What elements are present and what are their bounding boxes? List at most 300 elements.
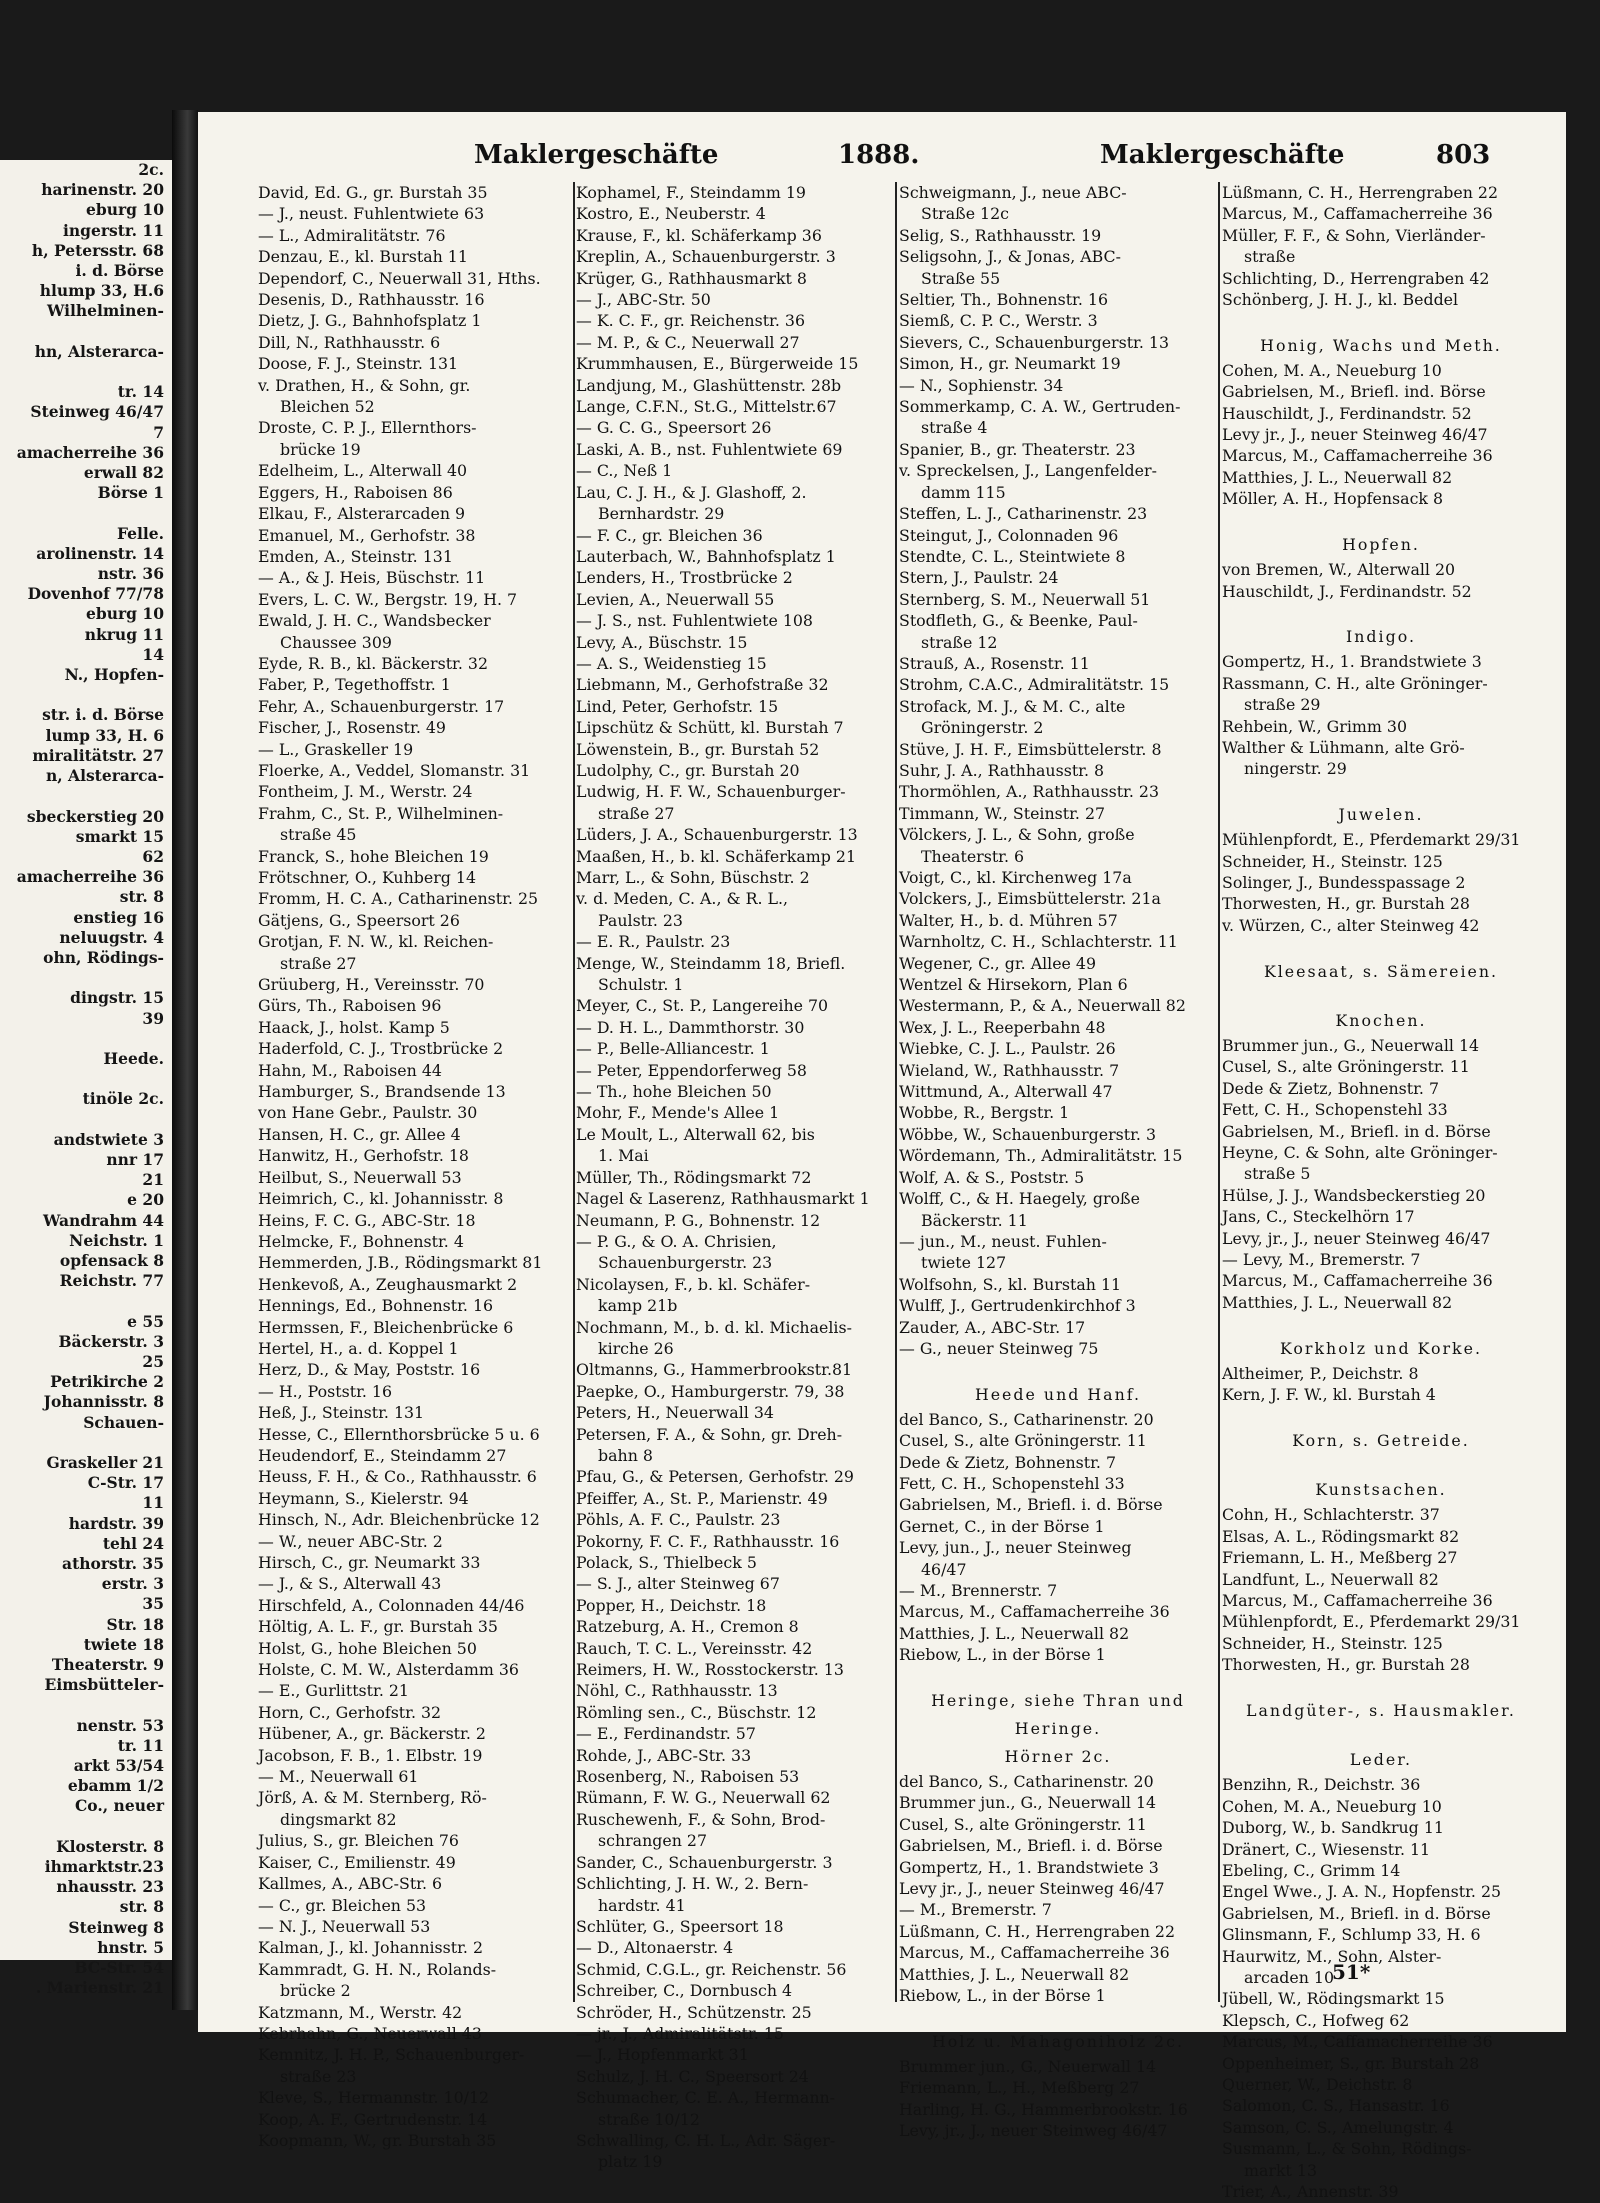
edge-text-fragment: erstr. 3 (101, 1574, 164, 1594)
directory-entry: Neumann, P. G., Bohnenstr. 12 (576, 1210, 821, 1230)
directory-entry: Reimers, H. W., Rosstockerstr. 13 (576, 1660, 844, 1680)
edge-text-fragment: Eimsbütteler- (44, 1675, 164, 1695)
directory-entry: — M., Brennerstr. 7 (899, 1581, 1058, 1600)
edge-text-fragment: Neichstr. 1 (69, 1230, 164, 1250)
directory-entry: Popper, H., Deichstr. 18 (576, 1595, 767, 1615)
directory-entry: Levy, A., Büschstr. 15 (576, 632, 748, 652)
directory-entry: Hemmerden, J.B., Rödingsmarkt 81 (258, 1253, 543, 1273)
directory-entry: Krause, F., kl. Schäferkamp 36 (576, 225, 822, 245)
directory-entry: Wegener, C., gr. Allee 49 (899, 953, 1097, 973)
directory-entry: Frahm, C., St. P., Wilhelminen- (258, 803, 504, 823)
directory-entry: Wobbe, R., Bergstr. 1 (899, 1103, 1070, 1123)
directory-entry: Grotjan, F. N. W., kl. Reichen- (258, 932, 494, 952)
directory-entry: Lüßmann, C. H., Herrengraben 22 (1222, 183, 1498, 202)
directory-entry: Mohr, F., Mende's Allee 1 (576, 1103, 780, 1123)
directory-entry: Hauschildt, J., Ferdinandstr. 52 (1222, 581, 1472, 601)
directory-entry: — J., & S., Alterwall 43 (258, 1574, 442, 1594)
page-header (198, 140, 1566, 180)
directory-entry: — L., Graskeller 19 (258, 739, 414, 759)
section-heading: Leder. (1349, 1750, 1413, 1770)
directory-entry: Müller, F. F., & Sohn, Vierländer- (1222, 225, 1486, 245)
directory-entry: Nagel & Laserenz, Rathhausmarkt 1 (576, 1189, 870, 1209)
directory-entry: Haack, J., holst. Kamp 5 (258, 1017, 450, 1037)
directory-entry: Pokorny, F. C. F., Rathhausstr. 16 (576, 1531, 840, 1551)
spacer (1222, 1313, 1540, 1334)
column-rule (895, 182, 897, 2002)
spacer (1222, 1676, 1540, 1697)
directory-entry: Eyde, R. B., kl. Bäckerstr. 32 (258, 653, 488, 673)
directory-entry: Pfau, G., & Petersen, Gerhofstr. 29 (576, 1467, 854, 1487)
edge-text-fragment: arolinenstr. 14 (36, 543, 164, 563)
directory-entry: Fett, C. H., Schopenstehl 33 (1222, 1100, 1448, 1120)
directory-entry: Matthies, J. L., Neuerwall 82 (899, 1623, 1130, 1643)
edge-text-fragment: e 55 (127, 1311, 164, 1331)
directory-entry: Heuss, F. H., & Co., Rathhausstr. 6 (258, 1467, 537, 1487)
directory-entry: Ruschewenh, F., & Sohn, Brod- (576, 1809, 826, 1829)
directory-entry: Schröder, H., Schützenstr. 25 (576, 2002, 812, 2022)
edge-text-fragment: eburg 10 (86, 604, 164, 624)
directory-entry: Sander, C., Schauenburgerstr. 3 (576, 1852, 833, 1872)
directory-entry: — E., Ferdinandstr. 57 (576, 1724, 756, 1744)
directory-entry: Grüuberg, H., Vereinsstr. 70 (258, 975, 485, 995)
spacer (1222, 1725, 1540, 1746)
directory-entry: Gernet, C., in der Börse 1 (899, 1516, 1105, 1536)
directory-entry: Elsas, A. L., Rödingsmarkt 82 (1222, 1526, 1460, 1546)
directory-entry: Dill, N., Rathhausstr. 6 (258, 332, 441, 352)
directory-columns (258, 182, 1548, 2202)
directory-entry: — M., Bremerstr. 7 (899, 1900, 1052, 1920)
directory-entry: Cohen, M. A., Neueburg 10 (1222, 360, 1442, 380)
directory-entry: Fontheim, J. M., Werstr. 24 (258, 782, 473, 802)
edge-text-fragment: miralitätstr. 27 (32, 745, 164, 765)
directory-entry: Brummer jun., G., Neuerwall 14 (899, 2056, 1157, 2076)
entry-continuation: Theaterstr. 6 (921, 846, 1025, 866)
edge-text-fragment: Reichstr. 77 (59, 1271, 164, 1291)
edge-text-fragment: hn, Alsterarca- (34, 341, 164, 361)
entry-continuation: straße (1244, 247, 1296, 267)
directory-entry: Le Moult, L., Alterwall 62, bis (576, 1124, 815, 1144)
directory-entry: Wittmund, A., Alterwall 47 (899, 1082, 1113, 1102)
entry-continuation: Straße 55 (921, 268, 1001, 288)
edge-text-fragment: hardstr. 39 (68, 1513, 164, 1533)
directory-entry: Marcus, M., Caffamacherreihe 36 (1222, 1271, 1493, 1291)
directory-entry: Kammradt, G. H. N., Rolands- (258, 1959, 497, 1979)
directory-entry: Haurwitz, M., Sohn, Alster- (1222, 1946, 1442, 1966)
directory-entry: Hansen, H. C., gr. Allee 4 (258, 1124, 461, 1144)
directory-entry: — K. C. F., gr. Reichenstr. 36 (576, 311, 806, 331)
directory-entry: Ludolphy, C., gr. Burstah 20 (576, 760, 800, 780)
edge-text-fragment: harinenstr. 20 (41, 180, 164, 200)
directory-entry: Peters, H., Neuerwall 34 (576, 1403, 774, 1423)
edge-text-fragment: Dovenhof 77/78 (27, 584, 164, 604)
directory-entry: Strauß, A., Rosenstr. 11 (899, 653, 1090, 673)
directory-entry: Lüders, J. A., Schauenburgerstr. 13 (576, 825, 858, 845)
edge-text-fragment (0, 1817, 172, 1837)
directory-entry: Lipschütz & Schütt, kl. Burstah 7 (576, 718, 844, 738)
directory-entry: Strohm, C.A.C., Admiralitätstr. 15 (899, 675, 1170, 695)
directory-entry: Horn, C., Gerhofstr. 32 (258, 1702, 442, 1722)
directory-entry: — Th., hohe Bleichen 50 (576, 1082, 772, 1102)
directory-entry: Strofack, M. J., & M. C., alte (899, 696, 1126, 716)
edge-text-fragment: h, Petersstr. 68 (31, 240, 164, 260)
edge-text-fragment: Wandrahm 44 (42, 1210, 164, 1230)
edge-text-fragment (0, 968, 172, 988)
directory-entry: Timmann, W., Steinstr. 27 (899, 803, 1106, 823)
directory-entry: Elkau, F., Alsterarcaden 9 (258, 504, 466, 524)
directory-entry: — W., neuer ABC-Str. 2 (258, 1531, 443, 1551)
entry-continuation: dingsmarkt 82 (280, 1809, 397, 1829)
directory-entry: Hanwitz, H., Gerhofstr. 18 (258, 1146, 469, 1166)
section-heading: Knochen. (1335, 1011, 1427, 1030)
directory-entry: Emden, A., Steinstr. 131 (258, 546, 453, 566)
directory-entry: Wentzel & Hirsekorn, Plan 6 (899, 975, 1128, 995)
directory-entry: Krüger, G., Rathhausmarkt 8 (576, 268, 807, 288)
directory-entry: Hübener, A., gr. Bäckerstr. 2 (258, 1724, 486, 1744)
directory-entry: Hauschildt, J., Ferdinandstr. 52 (1222, 403, 1472, 423)
edge-text-fragment: 11 (142, 1493, 164, 1513)
edge-text-fragment: e 20 (127, 1190, 164, 1210)
directory-entry: — J., ABC-Str. 50 (576, 290, 711, 310)
directory-entry: Herz, D., & May, Poststr. 16 (258, 1360, 481, 1380)
edge-text-fragment: Theaterstr. 9 (51, 1655, 164, 1675)
edge-text-fragment (0, 1110, 172, 1130)
edge-text-fragment: tr. 11 (117, 1735, 164, 1755)
directory-entry: Schönberg, J. H. J., kl. Beddel (1222, 290, 1459, 310)
directory-entry: Völckers, J. L., & Sohn, große (899, 825, 1135, 845)
directory-entry: Matthies, J. L., Neuerwall 82 (1222, 467, 1453, 487)
spacer (1222, 986, 1540, 1007)
directory-entry: Schumacher, C. E. A., Hermann- (576, 2088, 836, 2108)
edge-text-fragment: i. d. Börse (75, 261, 164, 281)
edge-text-fragment: tinöle 2c. (82, 1089, 164, 1109)
spacer (1222, 1455, 1540, 1476)
directory-entry: — M., Neuerwall 61 (258, 1767, 419, 1787)
edge-text-fragment: Felle. (116, 523, 164, 543)
entry-continuation: platz 19 (598, 2152, 663, 2172)
directory-entry: — C., gr. Bleichen 53 (258, 1895, 427, 1915)
directory-entry: — D., Altonaerstr. 4 (576, 1938, 734, 1958)
edge-text-fragment: amacherreihe 36 (16, 442, 164, 462)
spacer (1222, 1406, 1540, 1427)
directory-entry: Faber, P., Tegethoffstr. 1 (258, 675, 451, 695)
book-gutter (172, 110, 198, 2010)
directory-entry: von Hane Gebr., Paulstr. 30 (258, 1103, 478, 1123)
directory-entry: Gabrielsen, M., Briefl. in d. Börse (1222, 1903, 1491, 1923)
directory-entry: — Levy, M., Bremerstr. 7 (1222, 1250, 1421, 1270)
directory-entry: Hirsch, C., gr. Neumarkt 33 (258, 1553, 481, 1572)
directory-entry: Jans, C., Steckelhörn 17 (1222, 1207, 1415, 1227)
directory-entry: Heins, F. C. G., ABC-Str. 18 (258, 1210, 476, 1230)
directory-entry: — S. J., alter Steinweg 67 (576, 1574, 780, 1594)
directory-entry: Voigt, C., kl. Kirchenweg 17a (899, 868, 1132, 887)
directory-entry: Levy, jr., J., neuer Steinweg 46/47 (899, 2121, 1168, 2141)
directory-entry: Klepsch, C., Hofweg 62 (1222, 2010, 1410, 2030)
directory-entry: Marcus, M., Caffamacherreihe 36 (1222, 204, 1493, 224)
edge-text-fragment: Wilhelminen- (46, 301, 164, 321)
directory-entry: — L., Admiralitätstr. 76 (258, 225, 446, 245)
entry-continuation: schrangen 27 (598, 1831, 708, 1851)
directory-entry: Spanier, B., gr. Theaterstr. 23 (899, 439, 1136, 459)
entry-continuation: Bernhardstr. 29 (598, 504, 725, 524)
directory-entry: Wieland, W., Rathhausstr. 7 (899, 1060, 1120, 1080)
directory-entry: Volckers, J., Eimsbüttelerstr. 21a (899, 889, 1161, 909)
spacer (899, 1359, 1217, 1380)
edge-text-fragment: hnstr. 5 (97, 1937, 164, 1957)
directory-entry: v. Würzen, C., alter Steinweg 42 (1222, 915, 1480, 935)
directory-entry: Henkevoß, A., Zeughausmarkt 2 (258, 1274, 518, 1294)
directory-entry: Westermann, P., & A., Neuerwall 82 (899, 996, 1186, 1016)
directory-entry: Kleve, S., Hermannstr. 10/12 (258, 2088, 490, 2108)
directory-entry: Glinsmann, F., Schlump 33, H. 6 (1222, 1925, 1481, 1945)
edge-text-fragment: athorstr. 35 (62, 1554, 164, 1574)
edge-text-fragment: Steinweg 46/47 (30, 402, 164, 422)
directory-entry: v. d. Meden, C. A., & R. L., (576, 889, 789, 909)
directory-entry: Wördemann, Th., Admiralitätstr. 15 (899, 1146, 1183, 1166)
edge-text-fragment: Heede. (103, 1048, 164, 1068)
directory-entry: — A., & J. Heis, Büschstr. 11 (258, 568, 486, 588)
edge-text-fragment: opfensack 8 (59, 1250, 164, 1270)
directory-entry: Schlichting, D., Herrengraben 42 (1222, 268, 1490, 288)
directory-entry: — D. H. L., Dammthorstr. 30 (576, 1017, 805, 1037)
directory-entry: Hinsch, N., Adr. Bleichenbrücke 12 (258, 1510, 540, 1530)
directory-entry: Eggers, H., Raboisen 86 (258, 482, 453, 502)
directory-entry: Siemß, C. P. C., Werstr. 3 (899, 311, 1098, 331)
directory-entry: Heß, J., Steinstr. 131 (258, 1403, 425, 1423)
directory-entry: Floerke, A., Veddel, Slomanstr. 31 (258, 760, 531, 780)
directory-entry: Römling sen., C., Büschstr. 12 (576, 1702, 817, 1722)
directory-entry: Holste, C. M. W., Alsterdamm 36 (258, 1660, 519, 1680)
edge-text-fragment: nenstr. 53 (76, 1715, 164, 1735)
directory-entry: Wolff, C., & H. Haegely, große (899, 1189, 1140, 1209)
edge-text-fragment: Steinweg 8 (68, 1917, 164, 1937)
edge-text-fragment (0, 685, 172, 705)
entry-continuation: straße 12 (921, 632, 998, 652)
section-heading: Holz u. Mahagoniholz 2c. (932, 2031, 1184, 2051)
directory-entry: Rosenberg, N., Raboisen 53 (576, 1767, 800, 1787)
directory-entry: Solinger, J., Bundesspassage 2 (1222, 872, 1466, 892)
directory-entry: Löwenstein, B., gr. Burstah 52 (576, 739, 820, 759)
directory-entry: Paepke, O., Hamburgerstr. 79, 38 (576, 1381, 845, 1401)
directory-entry: — J. S., nst. Fuhlentwiete 108 (576, 611, 813, 631)
directory-entry: Marcus, M., Caffamacherreihe 36 (1222, 1590, 1493, 1610)
edge-text-fragment: tehl 24 (102, 1533, 164, 1553)
entry-continuation: kamp 21b (598, 1296, 678, 1316)
directory-entry: Simon, H., gr. Neumarkt 19 (899, 354, 1121, 374)
spacer (899, 2007, 1217, 2028)
section-heading: Honig, Wachs und Meth. (1260, 335, 1502, 355)
entry-continuation: straße 5 (1244, 1164, 1311, 1184)
directory-page (198, 112, 1566, 2202)
edge-text-fragment: neluugstr. 4 (59, 927, 164, 947)
directory-entry: Helmcke, F., Bohnenstr. 4 (258, 1231, 464, 1251)
directory-entry: Fischer, J., Rosenstr. 49 (258, 718, 446, 738)
directory-entry: v. Drathen, H., & Sohn, gr. (258, 375, 471, 395)
directory-entry: Lind, Peter, Gerhofstr. 15 (576, 696, 779, 716)
directory-entry: — E., Gurlittstr. 21 (258, 1681, 409, 1701)
column-rule (1218, 182, 1220, 2002)
directory-entry: Brummer jun., G., Neuerwall 14 (1222, 1036, 1480, 1055)
entry-continuation: kirche 26 (598, 1338, 674, 1358)
directory-entry: Cohn, H., Schlachterstr. 37 (1222, 1505, 1440, 1525)
edge-text-fragment: 2c. (138, 160, 164, 179)
entry-continuation: damm 115 (921, 482, 1006, 502)
directory-entry: Altheimer, P., Deichstr. 8 (1222, 1363, 1419, 1383)
directory-entry: Trier, A., Annenstr. 39 (1222, 2182, 1399, 2202)
directory-entry: Polack, S., Thielbeck 5 (576, 1553, 757, 1572)
edge-text-fragment: twiete 18 (83, 1634, 164, 1654)
directory-entry: Holst, G., hohe Bleichen 50 (258, 1638, 477, 1658)
directory-entry: Krummhausen, E., Bürgerweide 15 (576, 354, 859, 374)
directory-entry: — H., Poststr. 16 (258, 1381, 393, 1401)
directory-entry: David, Ed. G., gr. Burstah 35 (258, 183, 488, 202)
directory-entry: Marcus, M., Caffamacherreihe 36 (899, 1602, 1170, 1622)
directory-entry: Duborg, W., b. Sandkrug 11 (1222, 1818, 1444, 1838)
edge-text-fragment: Graskeller 21 (46, 1453, 164, 1472)
directory-entry: Katzmann, M., Werstr. 42 (258, 2002, 463, 2022)
edge-text-fragment: tr. 14 (117, 382, 164, 402)
directory-entry: Benzihn, R., Deichstr. 36 (1222, 1775, 1421, 1795)
directory-entry: Cusel, S., alte Gröningerstr. 11 (899, 1431, 1147, 1451)
edge-text-fragment: 62 (142, 846, 164, 866)
edge-text-fragment: ihmarktstr.23 (44, 1857, 164, 1877)
edge-text-fragment: 21 (142, 1170, 164, 1190)
directory-entry: Rehbein, W., Grimm 30 (1222, 716, 1407, 736)
directory-entry: — G. C. G., Speersort 26 (576, 418, 772, 438)
edge-text-fragment: Klosterstr. 8 (56, 1836, 164, 1856)
directory-entry: Susmann, L., & Sohn, Rödings- (1222, 2139, 1472, 2159)
directory-entry: Friemann, L., H., Meßberg 27 (899, 2078, 1140, 2098)
directory-entry: Schmid, C.G.L., gr. Reichenstr. 56 (576, 1959, 847, 1979)
directory-entry: Kern, J. F. W., kl. Burstah 4 (1222, 1385, 1436, 1405)
section-heading: Landgüter-, s. Hausmakler. (1246, 1700, 1516, 1720)
edge-text-fragment: N., Hopfen- (64, 665, 164, 685)
directory-entry: Koop, A. F., Gertrudenstr. 14 (258, 2109, 488, 2129)
edge-text-fragment: 14 (142, 644, 164, 664)
page-number: 803 (1436, 140, 1491, 170)
directory-entry: Heilbut, S., Neuerwall 53 (258, 1167, 462, 1187)
directory-entry: Pöhls, A. F. C., Paulstr. 23 (576, 1510, 781, 1530)
entry-continuation: straße 45 (280, 825, 357, 845)
spacer (1222, 936, 1540, 957)
directory-entry: Brummer jun., G., Neuerwall 14 (899, 1793, 1157, 1813)
edge-text-fragment: lump 33, H. 6 (45, 725, 164, 745)
entry-continuation: twiete 127 (921, 1253, 1007, 1273)
directory-entry: Lenders, H., Trostbrücke 2 (576, 568, 793, 588)
directory-entry: Müller, Th., Rödingsmarkt 72 (576, 1167, 812, 1187)
section-heading: Kleesaat, s. Sämereien. (1263, 961, 1499, 981)
directory-entry: Evers, L. C. W., Bergstr. 19, H. 7 (258, 589, 518, 609)
directory-entry: Rohde, J., ABC-Str. 33 (576, 1745, 752, 1765)
section-heading: Kunstsachen. (1315, 1480, 1447, 1500)
entry-continuation: markt 13 (1244, 2160, 1317, 2180)
directory-entry: Matthies, J. L., Neuerwall 82 (1222, 1292, 1453, 1312)
directory-entry: Jacobson, F. B., 1. Elbstr. 19 (258, 1745, 483, 1765)
edge-text-fragment: 7 (153, 422, 164, 442)
entry-continuation: arcaden 10 (1244, 1968, 1334, 1988)
section-heading: Heringe, siehe Thran und (931, 1691, 1185, 1711)
directory-entry: Salomon, C. S., Hansastr. 16 (1222, 2096, 1450, 2116)
section-heading: Heede und Hanf. (974, 1384, 1142, 1404)
edge-text-fragment: amacherreihe 36 (16, 867, 164, 887)
directory-entry: Dede & Zietz, Bohnenstr. 7 (1222, 1078, 1440, 1098)
directory-entry: Harling, H. G., Hammerbrookstr. 16 (899, 2099, 1188, 2119)
directory-entry: Matthies, J. L., Neuerwall 82 (899, 1964, 1130, 1984)
edge-text-fragment: nstr. 36 (97, 564, 164, 584)
directory-entry: Kallmes, A., ABC-Str. 6 (258, 1874, 443, 1894)
directory-entry: Rümann, F. W. G., Neuerwall 62 (576, 1788, 831, 1808)
directory-entry: Levy jr., J., neuer Steinweg 46/47 (899, 1879, 1165, 1899)
directory-entry: Nochmann, M., b. d. kl. Michaelis- (576, 1317, 852, 1337)
directory-entry: Cusel, S., alte Gröningerstr. 11 (899, 1814, 1147, 1834)
directory-entry: Kemnitz, J. H. P., Schauenburger- (258, 2045, 525, 2065)
directory-entry: — N. J., Neuerwall 53 (258, 1916, 431, 1936)
directory-entry: Wiebke, C. J. L., Paulstr. 26 (899, 1039, 1116, 1059)
directory-entry: Jörß, A. & M. Sternberg, Rö- (258, 1788, 487, 1808)
directory-entry: Cohen, M. A., Neueburg 10 (1222, 1796, 1442, 1816)
edge-text-fragment: dingstr. 15 (70, 988, 164, 1008)
edge-text-fragment: Börse 1 (97, 483, 164, 503)
column-1 (258, 182, 576, 2150)
directory-entry: Zauder, A., ABC-Str. 17 (899, 1317, 1086, 1337)
directory-entry: Querner, W., Deichstr. 8 (1222, 2075, 1413, 2095)
directory-entry: Fett, C. H., Schopenstehl 33 (899, 1473, 1125, 1493)
directory-entry: Levien, A., Neuerwall 55 (576, 589, 775, 609)
directory-entry: Mühlenpfordt, E., Pferdemarkt 29/31 (1222, 830, 1521, 850)
edge-text-fragment: 39 (142, 1008, 164, 1028)
entry-continuation: straße 27 (280, 953, 357, 973)
entry-continuation: Straße 12c (921, 204, 1010, 224)
directory-entry: Edelheim, L., Alterwall 40 (258, 461, 468, 481)
directory-entry: Stendte, C. L., Steintwiete 8 (899, 546, 1126, 566)
directory-entry: Jübell, W., Rödingsmarkt 15 (1222, 1989, 1445, 2009)
directory-entry: Schneider, H., Steinstr. 125 (1222, 851, 1443, 871)
entry-continuation: Schulstr. 1 (598, 975, 684, 995)
directory-entry: Mühlenpfordt, E., Pferdemarkt 29/31 (1222, 1612, 1521, 1632)
directory-entry: v. Spreckelsen, J., Langenfelder- (899, 461, 1157, 481)
directory-entry: Denzau, E., kl. Burstah 11 (258, 247, 468, 267)
directory-entry: Thorwesten, H., gr. Burstah 28 (1222, 1655, 1470, 1675)
directory-entry: Ludwig, H. F. W., Schauenburger- (576, 782, 846, 802)
directory-entry: Schwalling, C. H. L., Adr. Säger- (576, 2130, 836, 2150)
edge-text-fragment: Petrikirche 2 (50, 1372, 164, 1392)
directory-entry: Seltier, Th., Bohnenstr. 16 (899, 290, 1109, 310)
spacer (1222, 602, 1540, 623)
edge-text-fragment: Johannisstr. 8 (43, 1392, 164, 1412)
directory-entry: Gätjens, G., Speersort 26 (258, 910, 460, 930)
directory-entry: — Peter, Eppendorferweg 58 (576, 1060, 807, 1080)
directory-entry: Pfeiffer, A., St. P., Marienstr. 49 (576, 1488, 828, 1508)
edge-text-fragment: hlump 33, H.6 (39, 281, 164, 301)
directory-entry: Desenis, D., Rathhausstr. 16 (258, 290, 485, 310)
directory-entry: Lange, C.F.N., St.G., Mittelstr.67 (576, 397, 837, 417)
directory-entry: — C., Neß 1 (576, 461, 673, 481)
directory-entry: Frötschner, O., Kuhberg 14 (258, 868, 477, 887)
directory-entry: Seligsohn, J., & Jonas, ABC- (899, 247, 1121, 267)
directory-entry: Suhr, J. A., Rathhausstr. 8 (899, 760, 1105, 780)
edge-text-fragment: sbeckerstieg 20 (26, 806, 164, 826)
directory-entry: Levy jr., J., neuer Steinweg 46/47 (1222, 425, 1488, 445)
edge-text-fragment: ebamm 1/2 (67, 1776, 164, 1796)
directory-entry: Heimrich, C., kl. Johannisstr. 8 (258, 1189, 504, 1209)
spacer (1222, 310, 1540, 331)
signature-mark: 51* (1332, 1960, 1371, 1984)
directory-entry: del Banco, S., Catharinenstr. 20 (899, 1772, 1154, 1792)
edge-text-fragment: andstwiete 3 (53, 1129, 164, 1149)
directory-entry: Heyne, C. & Sohn, alte Gröninger- (1222, 1143, 1498, 1163)
directory-entry: Steffen, L. J., Catharinenstr. 23 (899, 504, 1148, 524)
directory-entry: Dietz, J. G., Bahnhofsplatz 1 (258, 311, 482, 331)
directory-entry: Kalman, J., kl. Johannisstr. 2 (258, 1938, 484, 1958)
